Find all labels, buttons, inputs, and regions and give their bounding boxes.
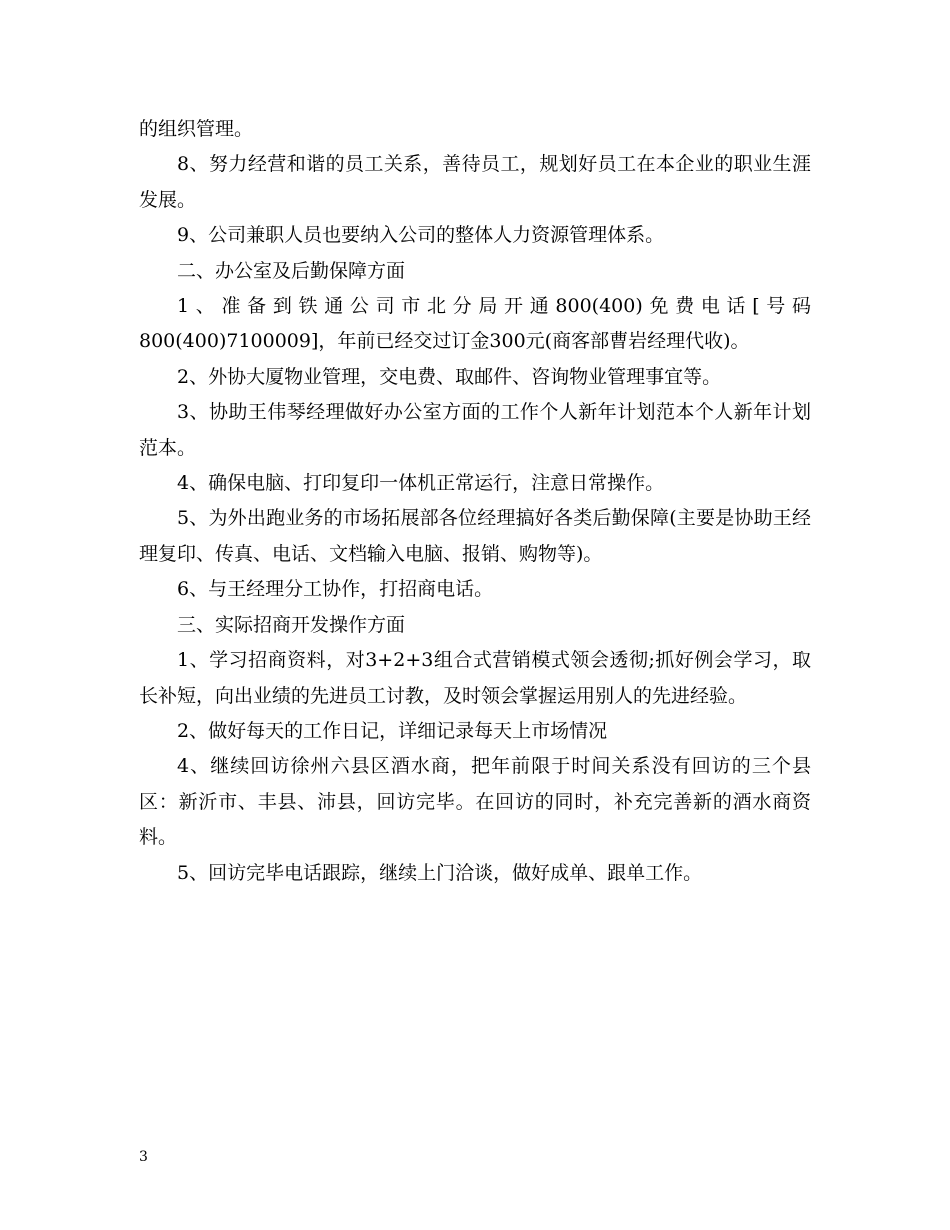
- paragraph-office-item-2: 2、外协大厦物业管理，交电费、取邮件、咨询物业管理事宜等。: [177, 365, 722, 388]
- paragraph-office-item-5: 5、为外出跑业务的市场拓展部各位经理搞好各类后勤保障(主要是协助王经理复印、传真、电话、文档输入电脑、报销、购物等)。: [139, 507, 811, 565]
- paragraph-investment-item-5: 5、回访完毕电话跟踪，继续上门洽谈，做好成单、跟单工作。: [177, 861, 703, 884]
- paragraph-office-item-4: 4、确保电脑、打印复印一体机正常运行，注意日常操作。: [177, 472, 665, 495]
- paragraph-investment-item-1: 1、学习招商资料，对3+2+3组合式营销模式领会透彻;抓好例会学习，取长补短，向出业绩的先进员工讨教，及时领会掌握运用别人的先进经验。: [139, 649, 811, 707]
- paragraph-office-item-3: 3、协助王伟琴经理做好办公室方面的工作个人新年计划范本个人新年计划范本。: [139, 401, 811, 459]
- paragraph-continuation: 的组织管理。: [139, 118, 254, 140]
- section-heading-investment: 三、实际招商开发操作方面: [177, 613, 406, 636]
- paragraph-investment-item-4: 4、继续回访徐州六县区酒水商，把年前限于时间关系没有回访的三个县区：新沂市、丰县、沛县，回访完毕。在回访的同时，补充完善新的酒水商资料。: [139, 755, 811, 849]
- document-body: [139, 112, 811, 891]
- paragraph-office-item-1: 1、准备到铁通公司市北分局开通800(400)免费电话[号码800(400)7100009]，年前已经交过订金300元(商客部曹岩经理代收)。: [139, 295, 811, 353]
- paragraph-office-item-6: 6、与王经理分工协作，打招商电话。: [177, 578, 494, 601]
- page-number: 3: [139, 1149, 148, 1165]
- paragraph-item-8: 8、努力经营和谐的员工关系，善待员工，规划好员工在本企业的职业生涯发展。: [139, 153, 811, 211]
- section-heading-office: 二、办公室及后勤保障方面: [177, 259, 406, 282]
- paragraph-investment-item-2: 2、做好每天的工作日记，详细记录每天上市场情况: [177, 719, 608, 742]
- paragraph-item-9: 9、公司兼职人员也要纳入公司的整体人力资源管理体系。: [177, 224, 665, 247]
